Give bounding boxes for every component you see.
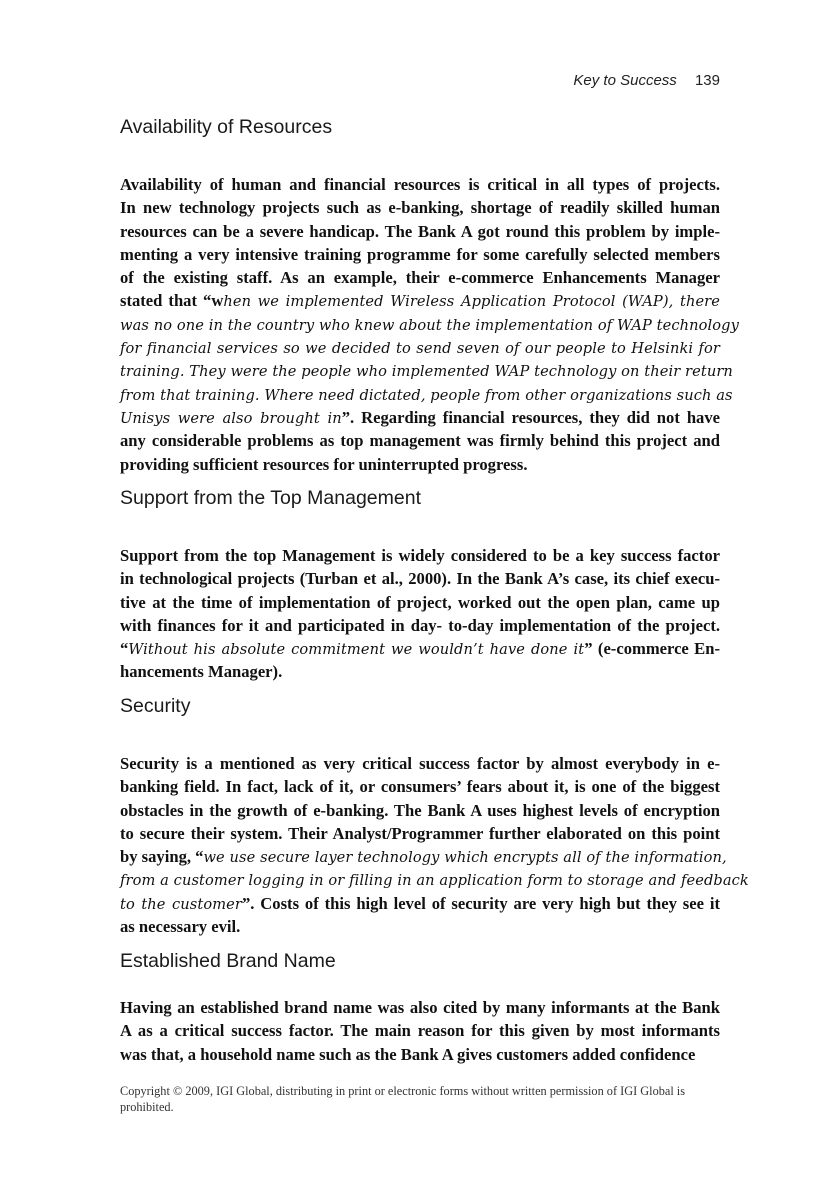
body-text: A as a critical success factor. The main reason for this given by most informants: [120, 1021, 720, 1041]
copyright-footer: Copyright © 2009, IGI Global, distributing in print or electronic forms without written permission of IGI Global is prohibited.: [120, 1084, 686, 1114]
page-number: 139: [694, 72, 720, 89]
body-text: ”. Regarding financial resources, they did not have: [341, 407, 721, 427]
text-line: [120, 1043, 720, 1066]
quoted-text: hen we implemented Wireless Application Protocol (WAP), there: [223, 293, 720, 311]
text-line: [120, 266, 720, 289]
section-paragraph-security: [120, 752, 749, 938]
quoted-text: Without his absolute commitment we wouldn’t have done it: [128, 641, 585, 659]
section-heading-brand-name: Established Brand Name: [120, 950, 336, 972]
body-text: Availability of human and financial resources is critical in all types of projects.: [120, 175, 720, 194]
section-paragraph-top-management: [120, 544, 720, 684]
text-line: [120, 996, 720, 1019]
body-text: in technological projects (Turban et al., 2000). In the Bank A’s case, its chief execu-: [120, 569, 720, 589]
running-head: [573, 72, 720, 89]
body-text: providing sufficient resources for uninterrupted progress.: [120, 454, 528, 474]
text-line: [120, 544, 720, 567]
text-line: [120, 243, 720, 266]
text-line: [120, 429, 720, 452]
text-line: [120, 336, 720, 359]
quoted-text: from that training. Where need dictated, people from other organizations such as: [120, 386, 733, 404]
body-text: of the existing staff. As an example, their e-commerce Enhancements Manager: [120, 268, 720, 288]
section-heading-security: Security: [120, 695, 191, 717]
section-paragraph-brand-name: [120, 996, 720, 1066]
text-line: [120, 220, 720, 243]
body-text: ” (e-commerce En-: [584, 639, 720, 659]
body-text: Support from the top Management is widely considered to be a key success factor: [120, 546, 720, 565]
body-text: “: [120, 639, 129, 659]
text-line: [120, 289, 720, 312]
body-text: banking field. In fact, lack of it, or consumers’ fears about it, is one of the biggest: [120, 777, 720, 797]
text-line: [120, 453, 720, 476]
text-line: [120, 313, 739, 336]
text-line: [120, 359, 733, 382]
body-text: hancements Manager).: [120, 662, 283, 682]
text-line: [120, 822, 720, 845]
quoted-text: for financial services so we decided to send seven of our people to Helsinki for: [120, 340, 720, 358]
text-line: [120, 173, 720, 196]
section-heading-top-management: Support from the Top Management: [120, 487, 421, 509]
section-paragraph-availability: [120, 173, 739, 476]
body-text: by saying, “: [120, 847, 204, 867]
quoted-text: to the customer: [120, 895, 242, 913]
text-line: [120, 614, 720, 637]
body-text: with finances for it and participated in day- to-day implementation of the project.: [120, 615, 720, 635]
quoted-text: we use secure layer technology which encrypts all of the information,: [203, 849, 727, 867]
text-line: [120, 567, 720, 590]
body-text: ”. Costs of this high level of security are very high but they see it: [241, 893, 720, 913]
text-line: [120, 383, 733, 406]
text-line: [120, 196, 720, 219]
text-line: [120, 868, 749, 891]
text-line: [120, 1019, 720, 1042]
text-line: [120, 637, 720, 660]
body-text: resources can be a severe handicap. The Bank A got round this problem by imple-: [120, 221, 720, 241]
body-text: to secure their system. Their Analyst/Programmer further elaborated on this point: [120, 823, 720, 843]
quoted-text: Unisys were also brought in: [120, 409, 342, 427]
text-line: [120, 775, 720, 798]
body-text: In new technology projects such as e-banking, shortage of readily skilled human: [120, 198, 720, 218]
text-line: [120, 799, 720, 822]
body-text: stated that “w: [120, 291, 224, 311]
text-line: [120, 915, 720, 938]
text-line: [120, 845, 727, 868]
section-heading-availability: Availability of Resources: [120, 116, 333, 138]
body-text: was that, a household name such as the Bank A gives customers added confidence: [120, 1044, 696, 1064]
text-line: [120, 406, 720, 429]
running-head-title: Key to Success: [573, 72, 677, 89]
body-text: obstacles in the growth of e-banking. The Bank A uses highest levels of encryption: [120, 800, 720, 820]
body-text: tive at the time of implementation of project, worked out the open plan, came up: [120, 592, 720, 612]
body-text: any considerable problems as top management was firmly behind this project and: [120, 431, 720, 451]
text-line: [120, 752, 720, 775]
body-text: Having an established brand name was also cited by many informants at the Bank: [120, 998, 720, 1017]
body-text: menting a very intensive training programme for some carefully selected members: [120, 244, 720, 264]
quoted-text: from a customer logging in or filling in an application form to storage and feedback: [120, 872, 749, 890]
quoted-text: was no one in the country who knew about the implementation of WAP technology: [120, 316, 739, 334]
quoted-text: training. They were the people who implemented WAP technology on their return: [120, 363, 733, 381]
body-text: Security is a mentioned as very critical success factor by almost everybody in e-: [120, 754, 720, 773]
body-text: as necessary evil.: [120, 917, 241, 937]
text-line: [120, 892, 720, 915]
text-line: [120, 660, 720, 683]
text-line: [120, 591, 720, 614]
